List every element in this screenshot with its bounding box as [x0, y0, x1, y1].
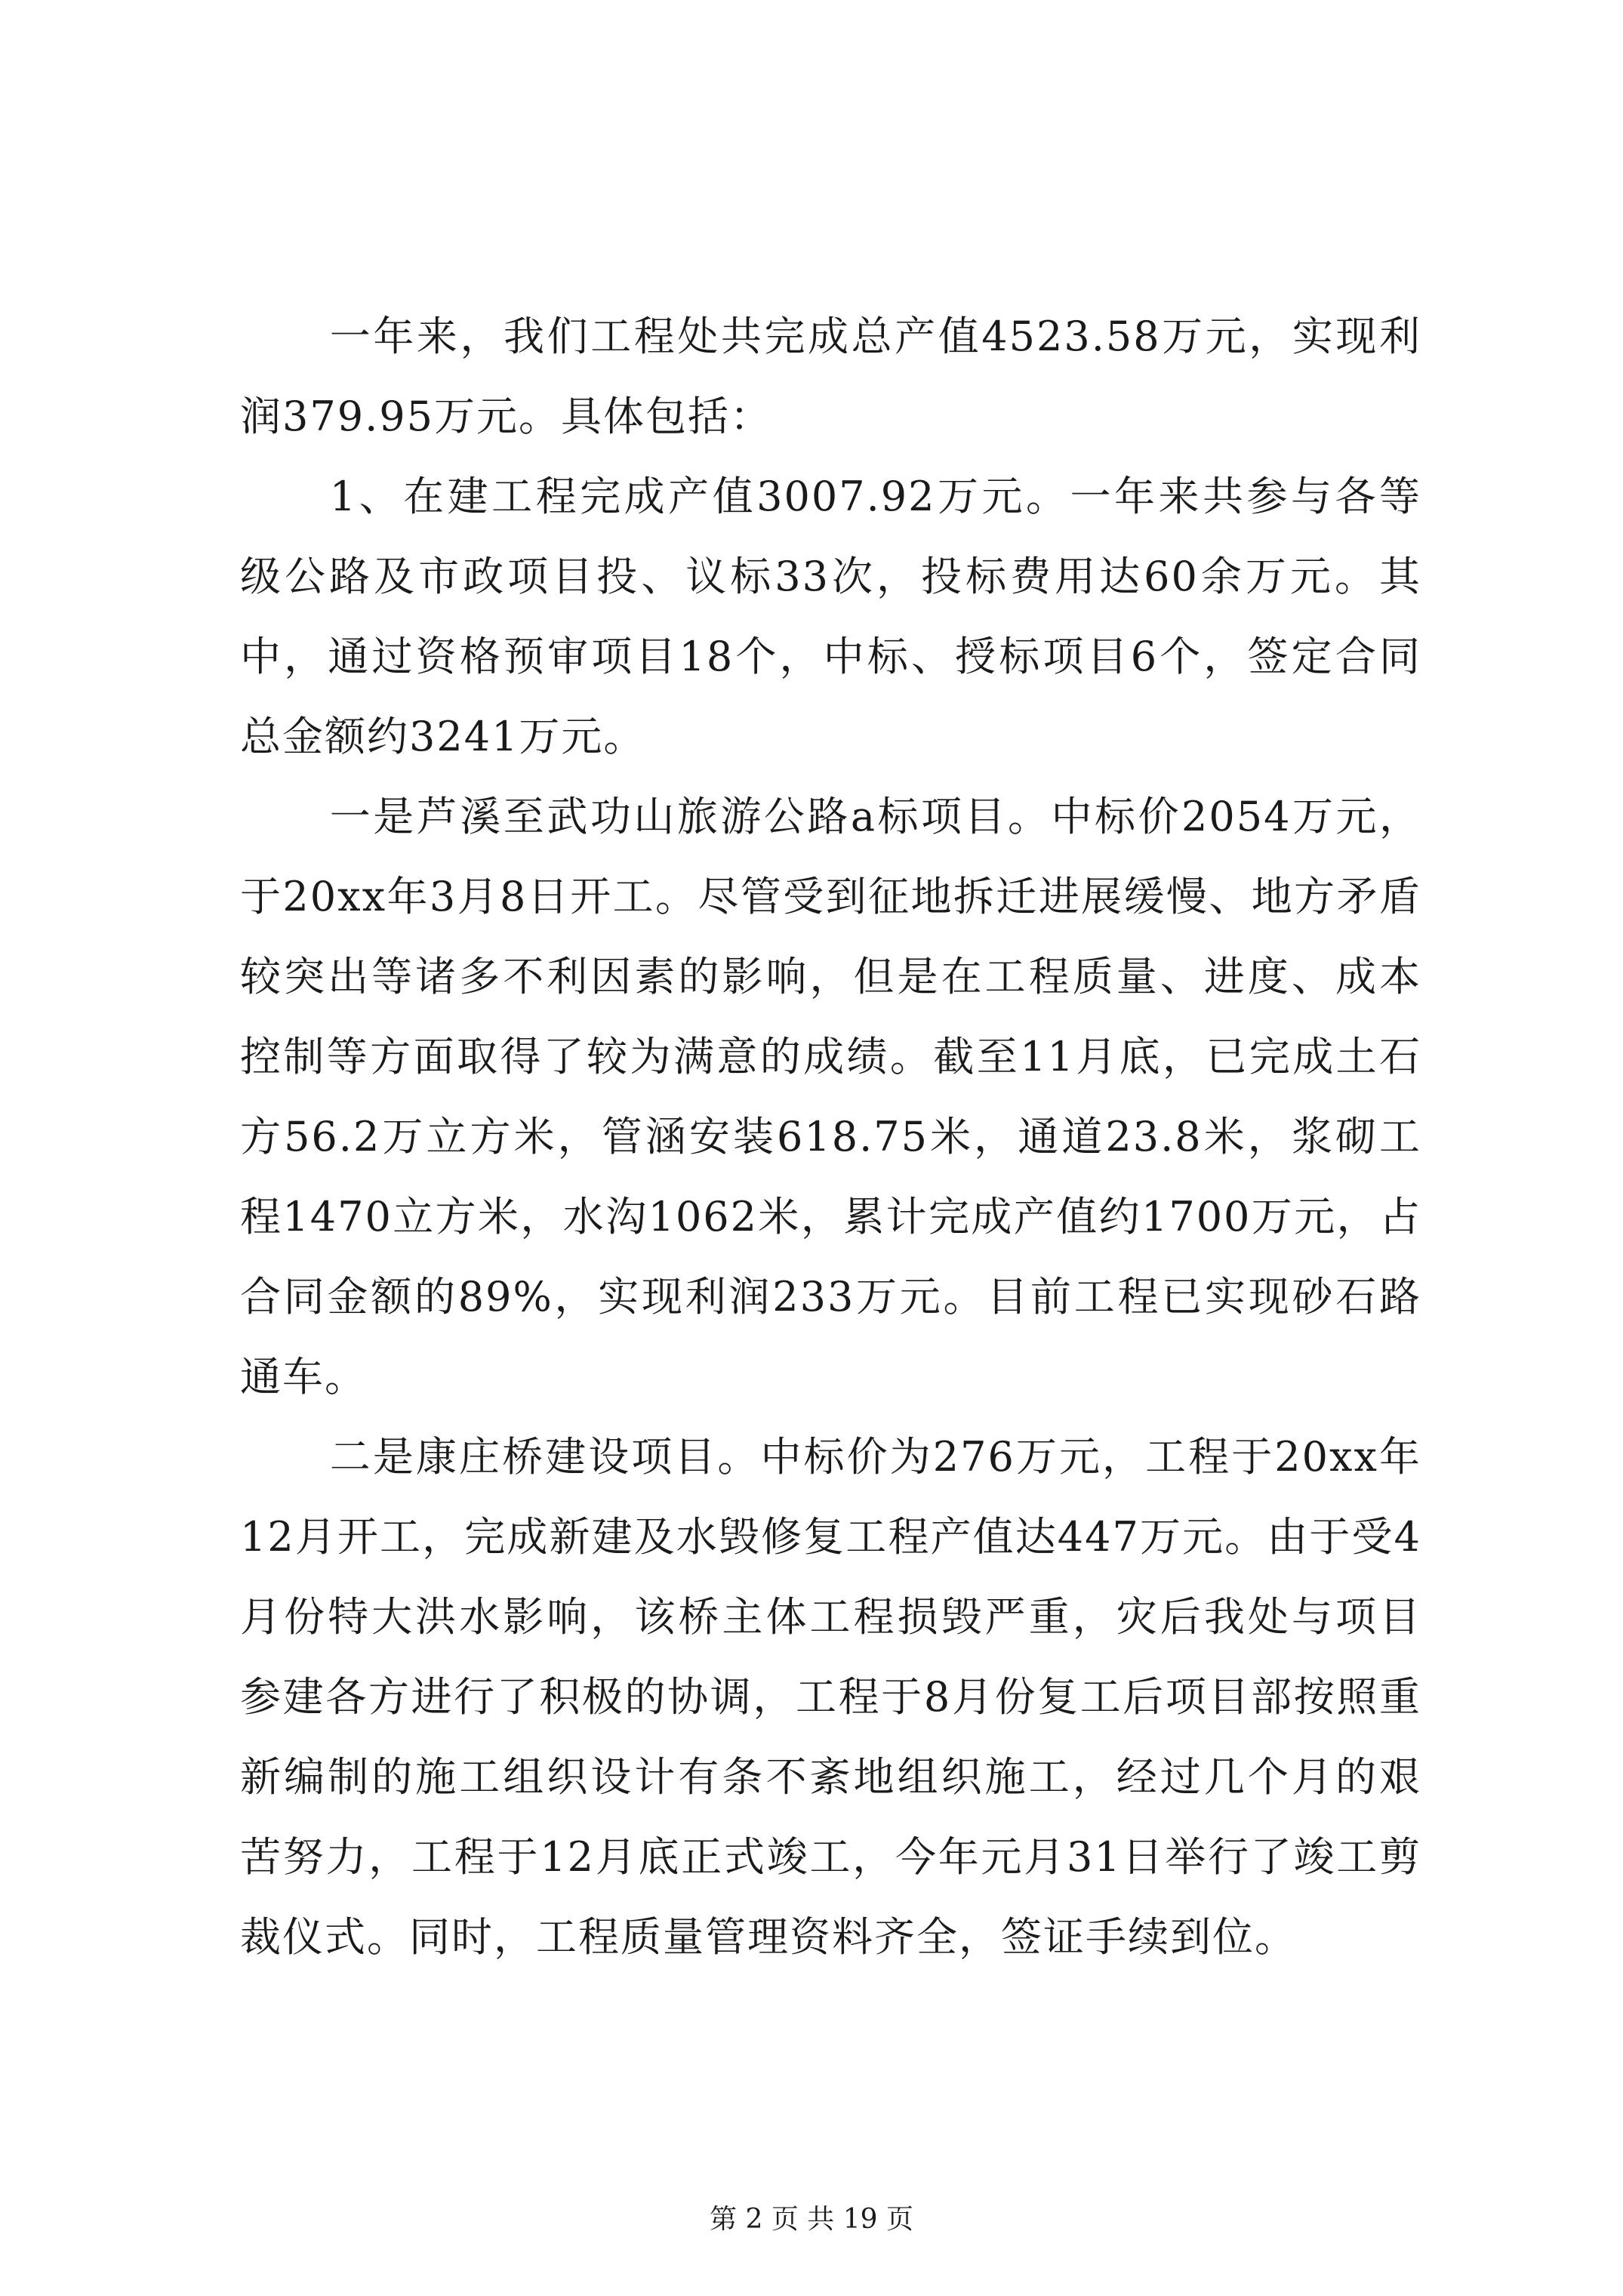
- paragraph-summary: 一年来，我们工程处共完成总产值4523.58万元，实现利润379.95万元。具体包括：: [240, 313, 1421, 440]
- document-body: [240, 297, 1421, 1977]
- page-number-footer: 第 2 页 共 19 页: [710, 2204, 913, 2235]
- paragraph-item-1: 1、在建工程完成产值3007.92万元。一年来共参与各等级公路及市政项目投、议标33次，投标费用达60余万元。其中，通过资格预审项目18个，中标、授标项目6个，签定合同总金额约3241万元。: [240, 473, 1421, 760]
- paragraph-project-kangzhuang: 二是康庄桥建设项目。中标价为276万元，工程于20xx年12月开工，完成新建及水毁修复工程产值达447万元。由于受4月份特大洪水影响，该桥主体工程损毁严重，灾后我处与项目参建各方进行了积极的协调，工程于8月份复工后项目部按照重新编制的施工组织设计有条不紊地组织施工，经过几个月的艰苦努力，工程于12月底正式竣工，今年元月31日举行了竣工剪裁仪式。同时，工程质量管理资料齐全，签证手续到位。: [240, 1433, 1421, 1961]
- paragraph-project-a: 一是芦溪至武功山旅游公路a标项目。中标价2054万元，于20xx年3月8日开工。尽管受到征地拆迁进展缓慢、地方矛盾较突出等诸多不利因素的影响，但是在工程质量、进度、成本控制等方面取得了较为满意的成绩。截至11月底，已完成土石方56.2万立方米，管涵安装618.75米，通道23.8米，浆砌工程1470立方米，水沟1062米，累计完成产值约1700万元，占合同金额的89%，实现利润233万元。目前工程已实现砂石路通车。: [240, 793, 1421, 1401]
